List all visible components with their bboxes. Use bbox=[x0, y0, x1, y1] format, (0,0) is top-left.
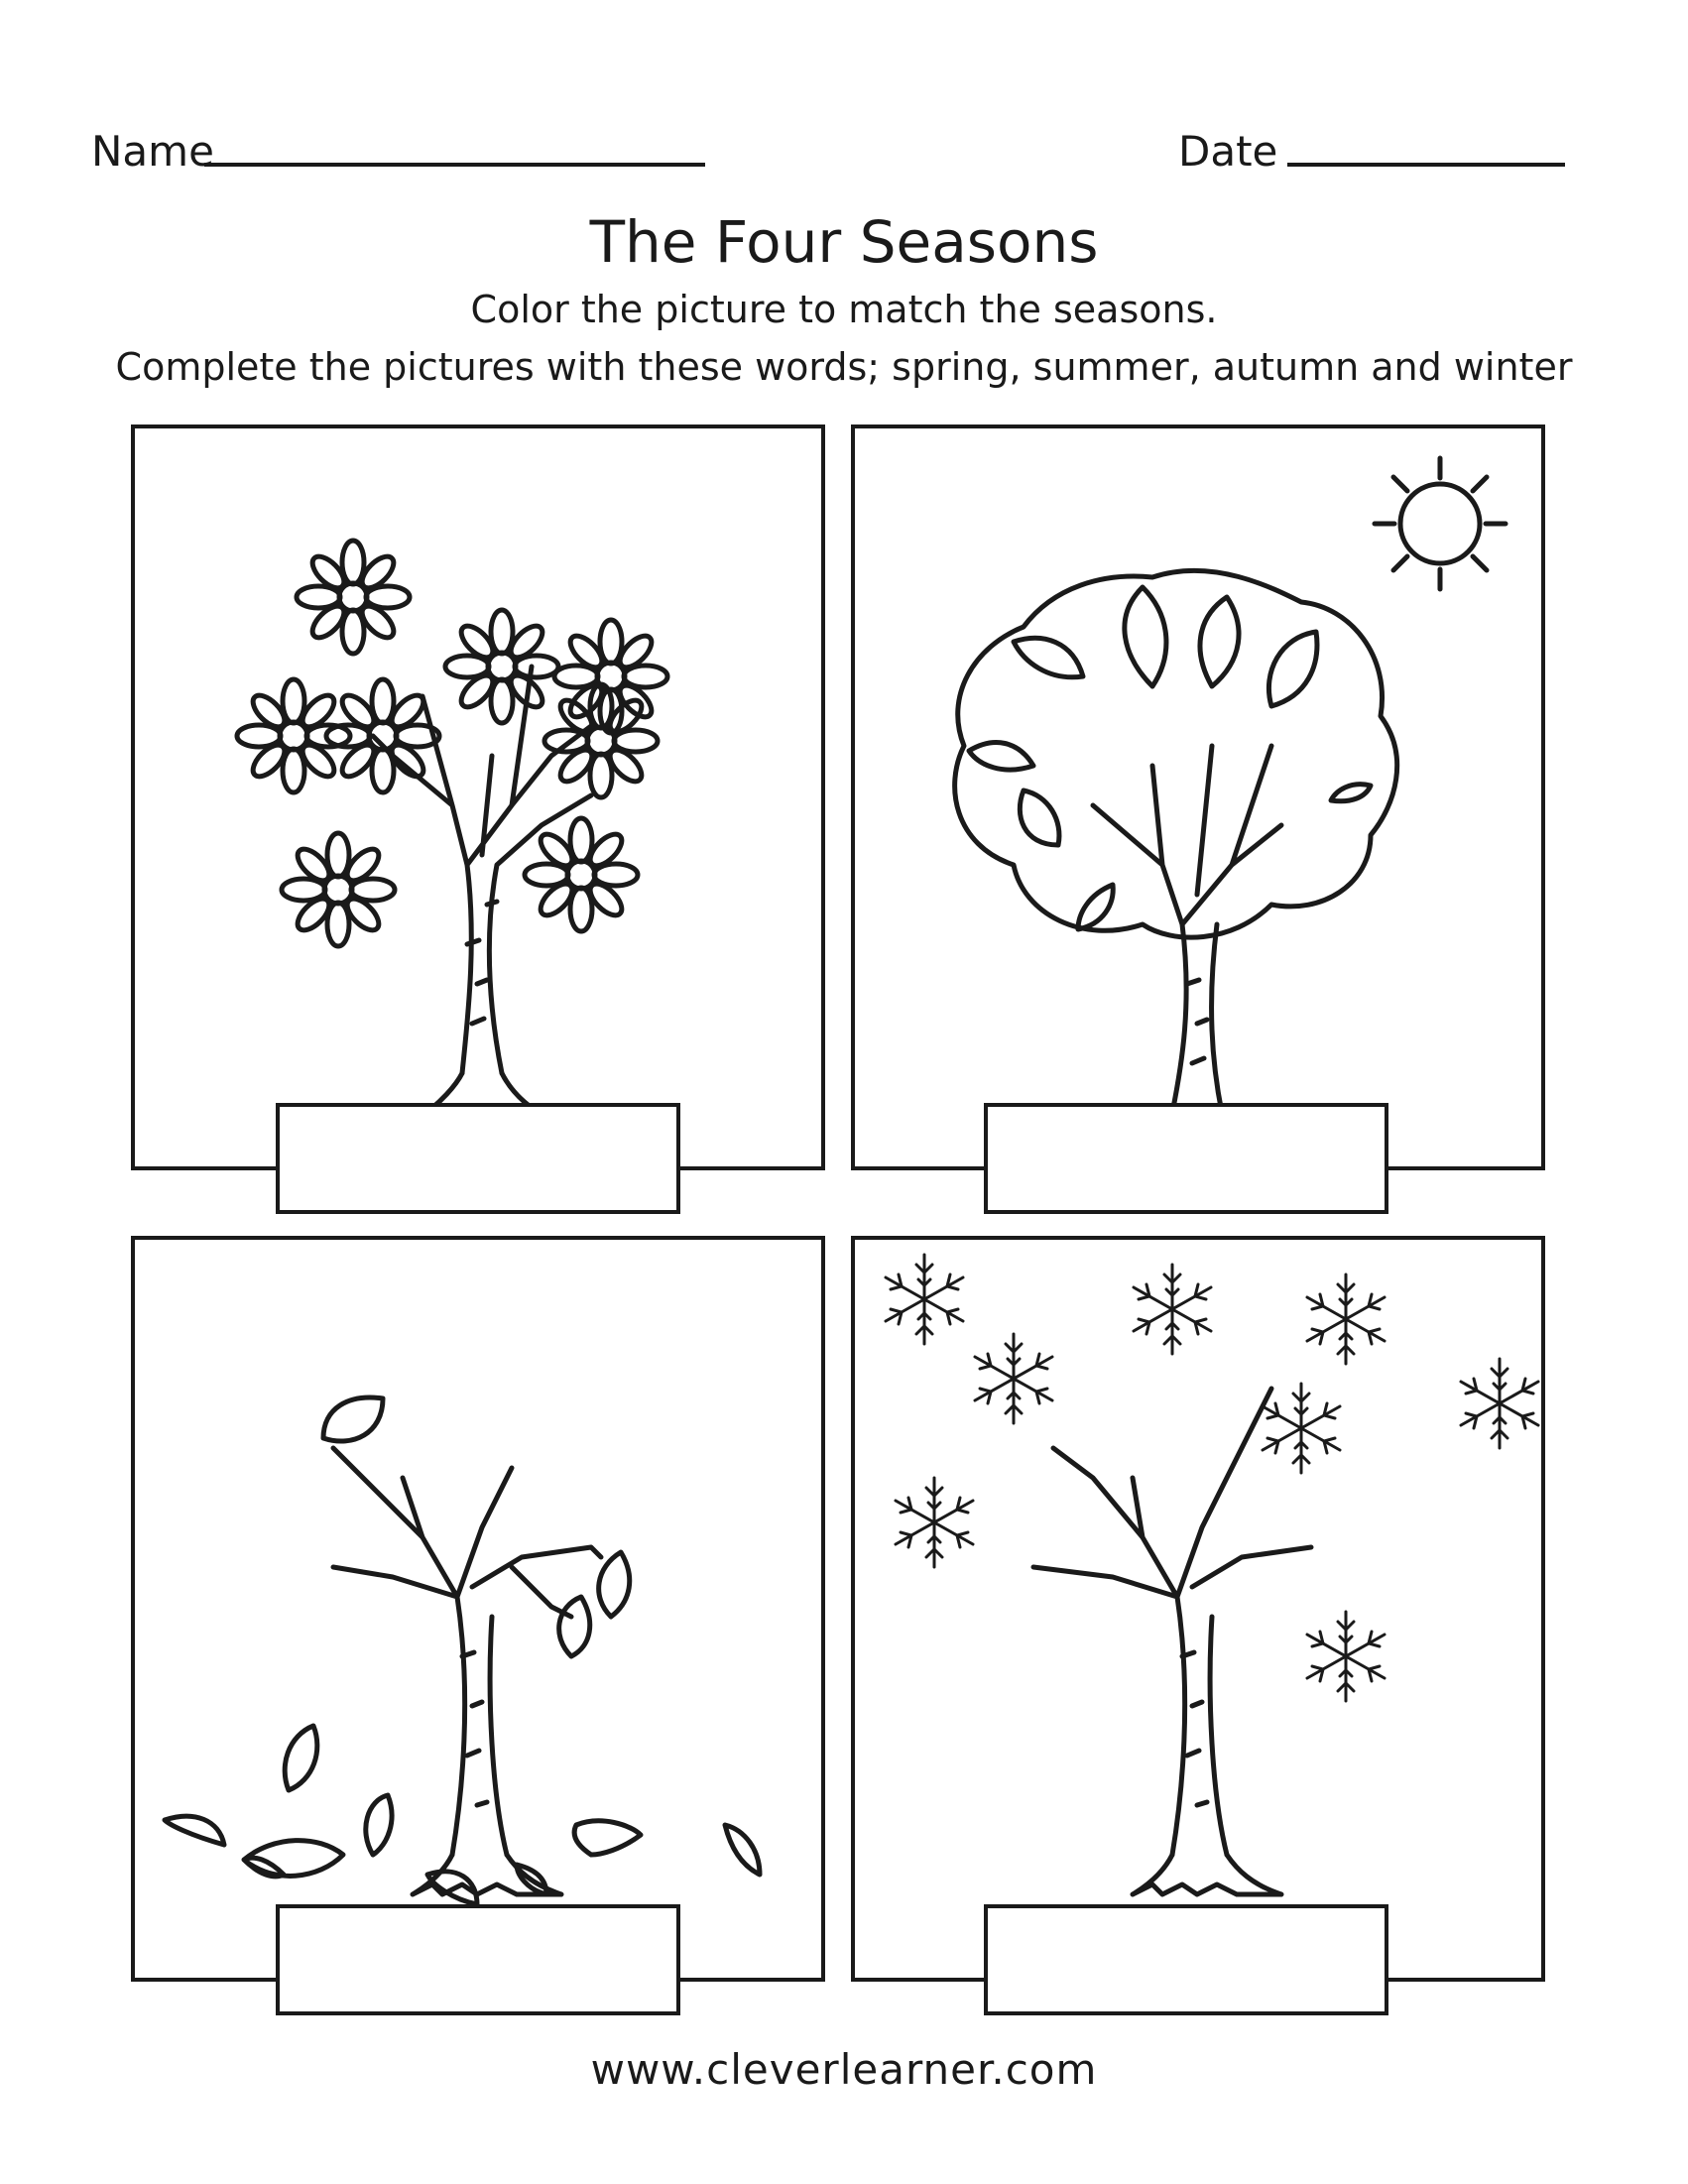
panel-autumn bbox=[131, 1236, 825, 1982]
answer-box-winter[interactable] bbox=[984, 1904, 1388, 2015]
name-label: Name bbox=[91, 127, 214, 176]
panel-winter bbox=[851, 1236, 1545, 1982]
answer-box-spring[interactable] bbox=[276, 1103, 680, 1214]
footer-website: www.cleverlearner.com bbox=[590, 2045, 1098, 2094]
date-field[interactable] bbox=[1287, 163, 1565, 167]
answer-box-summer[interactable] bbox=[984, 1103, 1388, 1214]
instruction-line-2: Complete the pictures with these words; spring, summer, autumn and winter bbox=[115, 345, 1573, 389]
falling-leaves-tree-icon bbox=[135, 1240, 821, 1978]
panel-summer bbox=[851, 425, 1545, 1170]
answer-box-autumn[interactable] bbox=[276, 1904, 680, 2015]
date-label: Date bbox=[1178, 127, 1278, 176]
panel-spring bbox=[131, 425, 825, 1170]
instruction-line-1: Color the picture to match the seasons. bbox=[470, 288, 1218, 331]
bare-tree-snowflakes-icon bbox=[855, 1240, 1541, 1978]
name-field[interactable] bbox=[204, 163, 705, 167]
leafy-tree-with-sun-icon bbox=[855, 428, 1541, 1166]
page-title: The Four Seasons bbox=[589, 208, 1099, 276]
flowering-tree-icon bbox=[135, 428, 821, 1166]
